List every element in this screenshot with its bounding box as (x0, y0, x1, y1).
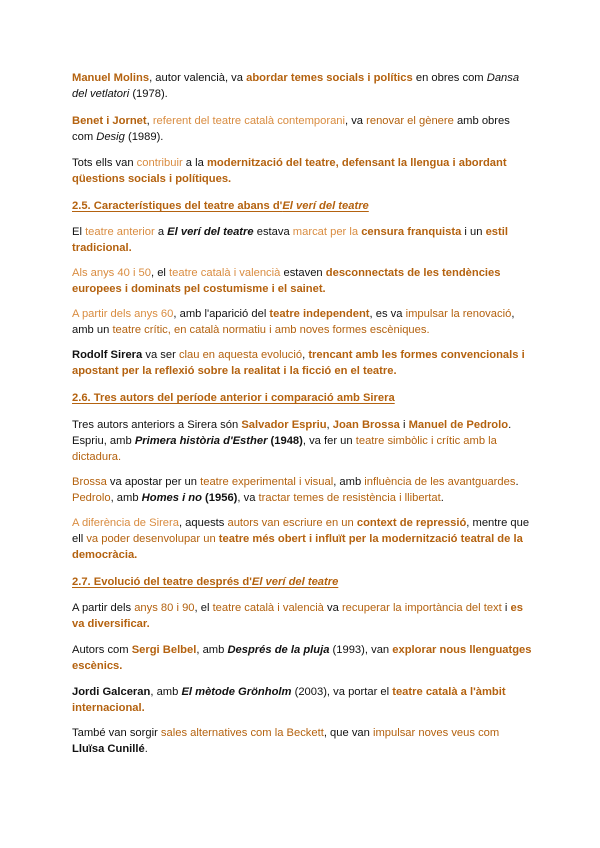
paragraph-brossa-pedrolo (72, 474, 534, 506)
text-run: , va (345, 115, 367, 127)
text-run: tractar temes de resistència i llibertat (258, 492, 441, 504)
section-heading-2-6 (72, 390, 534, 406)
text-run: censura franquista (361, 226, 462, 238)
text-run: amb obres com (72, 115, 510, 143)
text-run: (1948) (267, 435, 303, 447)
paragraph-benet-i-jornet (72, 113, 534, 145)
text-run: sales alternatives com la Beckett (160, 727, 324, 739)
text-run: i (501, 602, 511, 614)
text-run: . (515, 476, 519, 488)
text-run: , autor valencià, va (149, 72, 247, 84)
text-run: El (72, 226, 86, 238)
paragraph-teatre-anterior (72, 224, 534, 256)
text-run: , va (237, 492, 259, 504)
text-run: Desig (96, 131, 125, 143)
text-run: Rodolf Sirera (72, 349, 143, 361)
text-run: teatre independent (269, 308, 370, 320)
text-run: , el (194, 602, 213, 614)
text-run: explorar nous llenguatges escènics. (72, 644, 532, 672)
section-heading-2-7 (72, 574, 534, 590)
text-run: , el (150, 267, 170, 279)
text-run: Sergi Belbel (131, 644, 197, 656)
text-run: abordar temes socials i polítics (246, 72, 413, 84)
text-run: 2.5. Característiques del teatre abans d' (72, 200, 283, 212)
text-run: impulsar noves veus com (372, 727, 500, 739)
section-heading-2-5 (72, 198, 534, 214)
text-run: Dansa del vetlatori (72, 72, 520, 100)
text-run: , (302, 349, 309, 361)
text-run: (1989). (124, 131, 164, 143)
text-run: impulsar la renovació (405, 308, 512, 320)
paragraph-contribution-summary (72, 155, 534, 187)
text-run: i un (461, 226, 486, 238)
text-run: Homes i no (141, 492, 202, 504)
text-run: contribuir (136, 157, 183, 169)
text-run: Pedrolo (72, 492, 111, 504)
text-run: Lluïsa Cunillé (72, 743, 145, 755)
text-run: autors van escriure en un (227, 517, 357, 529)
text-run: es va diversificar. (72, 602, 523, 630)
text-run: teatre català i valencià (212, 602, 324, 614)
text-run: en obres com (412, 72, 487, 84)
text-run: , mentre que ell (72, 517, 530, 545)
text-run: desconnectats de les tendències europees i dominats pel costumisme i el sainet. (72, 267, 501, 295)
text-run: El verí del teatre (282, 200, 369, 212)
text-run: Brossa (72, 476, 107, 488)
text-run: A partir dels (72, 602, 135, 614)
text-run: , amb un (72, 308, 515, 336)
text-run: També van sorgir (72, 727, 161, 739)
text-run: va poder desenvolupar un (86, 533, 219, 545)
paragraph-anys-60 (72, 306, 534, 338)
text-run: va apostar per un (106, 476, 201, 488)
text-run: 2.6. Tres autors del període anterior i comparació amb Sirera (72, 392, 395, 404)
text-run: a (154, 226, 168, 238)
text-run: , aquests (178, 517, 228, 529)
text-run: , que van (323, 727, 373, 739)
text-run: influència de les avantguardes (364, 476, 516, 488)
paragraph-jordi-galceran (72, 684, 534, 716)
text-run: . (144, 743, 148, 755)
paragraph-anys-40-50 (72, 265, 534, 297)
text-run: renovar el gènere (366, 115, 454, 127)
text-run: trencant amb les formes convencionals i apostant per la reflexió sobre la realitat i la ficció en el teatre. (72, 349, 525, 377)
text-run: va ser (142, 349, 179, 361)
text-run: , (326, 419, 333, 431)
text-run: teatre crític, en català normatiu i amb noves formes escèniques. (112, 324, 430, 336)
text-run: (1978). (129, 88, 168, 100)
text-run: , es va (369, 308, 406, 320)
text-run: A diferència de Sirera (72, 517, 179, 529)
text-run: (1956) (201, 492, 238, 504)
paragraph-tres-autors (72, 417, 534, 465)
text-run: , amb (196, 644, 228, 656)
text-run: va (323, 602, 342, 614)
text-run: Tots ells van (72, 157, 137, 169)
paragraph-sales-alternatives (72, 725, 534, 757)
text-run: teatre català a l'àmbit internacional. (72, 686, 506, 714)
text-run: Manuel Molins (72, 72, 150, 84)
text-run: Benet i Jornet (72, 115, 147, 127)
text-run: . (440, 492, 444, 504)
text-run: teatre simbòlic i crític amb la dictadura. (72, 435, 497, 463)
text-run: Salvador Espriu (241, 419, 327, 431)
text-run: Autors com (72, 644, 132, 656)
text-run: modernització del teatre, defensant la llengua i abordant qüestions socials i polítiques. (72, 157, 507, 185)
text-run: clau en aquesta evolució (178, 349, 303, 361)
text-run: i (399, 419, 409, 431)
text-run: Manuel de Pedrolo (408, 419, 509, 431)
text-run: El verí del teatre (251, 576, 339, 588)
text-run: , amb (150, 686, 182, 698)
text-run: , (146, 115, 153, 127)
text-run: Als anys 40 i 50 (72, 267, 151, 279)
text-run: . Espriu, amb (72, 419, 512, 447)
text-run: estaven (280, 267, 326, 279)
paragraph-rodolf-sirera (72, 347, 534, 379)
text-run: , amb (110, 492, 142, 504)
paragraph-sergi-belbel (72, 642, 534, 674)
text-run: context de repressió (356, 517, 467, 529)
text-run: a la (182, 157, 207, 169)
text-run: estava (253, 226, 293, 238)
text-run: El verí del teatre (167, 226, 254, 238)
text-run: El mètode Grönholm (181, 686, 292, 698)
text-run: teatre català i valencià (169, 267, 281, 279)
text-run: anys 80 i 90 (134, 602, 195, 614)
text-run: estil tradicional. (72, 226, 508, 254)
text-run: , amb (333, 476, 365, 488)
text-run: teatre experimental i visual (200, 476, 334, 488)
text-run: teatre més obert i influït per la modernització teatral de la democràcia. (72, 533, 523, 561)
text-run: recuperar la importància del text (341, 602, 502, 614)
paragraph-manuel-molins (72, 70, 534, 102)
text-run: , amb l'aparició del (173, 308, 270, 320)
text-run: Tres autors anteriors a Sirera són (72, 419, 242, 431)
text-run: referent del teatre català contemporani (152, 115, 345, 127)
text-run: teatre anterior (85, 226, 155, 238)
text-run: , va fer un (302, 435, 356, 447)
text-run: Joan Brossa (332, 419, 400, 431)
paragraph-diferencia-sirera (72, 515, 534, 563)
text-run: A partir dels anys 60 (72, 308, 174, 320)
text-run: Primera història d'Esther (134, 435, 268, 447)
text-run: marcat per la (292, 226, 359, 238)
text-run: Després de la pluja (227, 644, 330, 656)
paragraph-anys-80-90 (72, 600, 534, 632)
text-run: 2.7. Evolució del teatre després d' (72, 576, 252, 588)
text-run: (1993), van (329, 644, 393, 656)
text-run: Jordi Galceran (72, 686, 151, 698)
text-run: (2003), va portar el (291, 686, 393, 698)
